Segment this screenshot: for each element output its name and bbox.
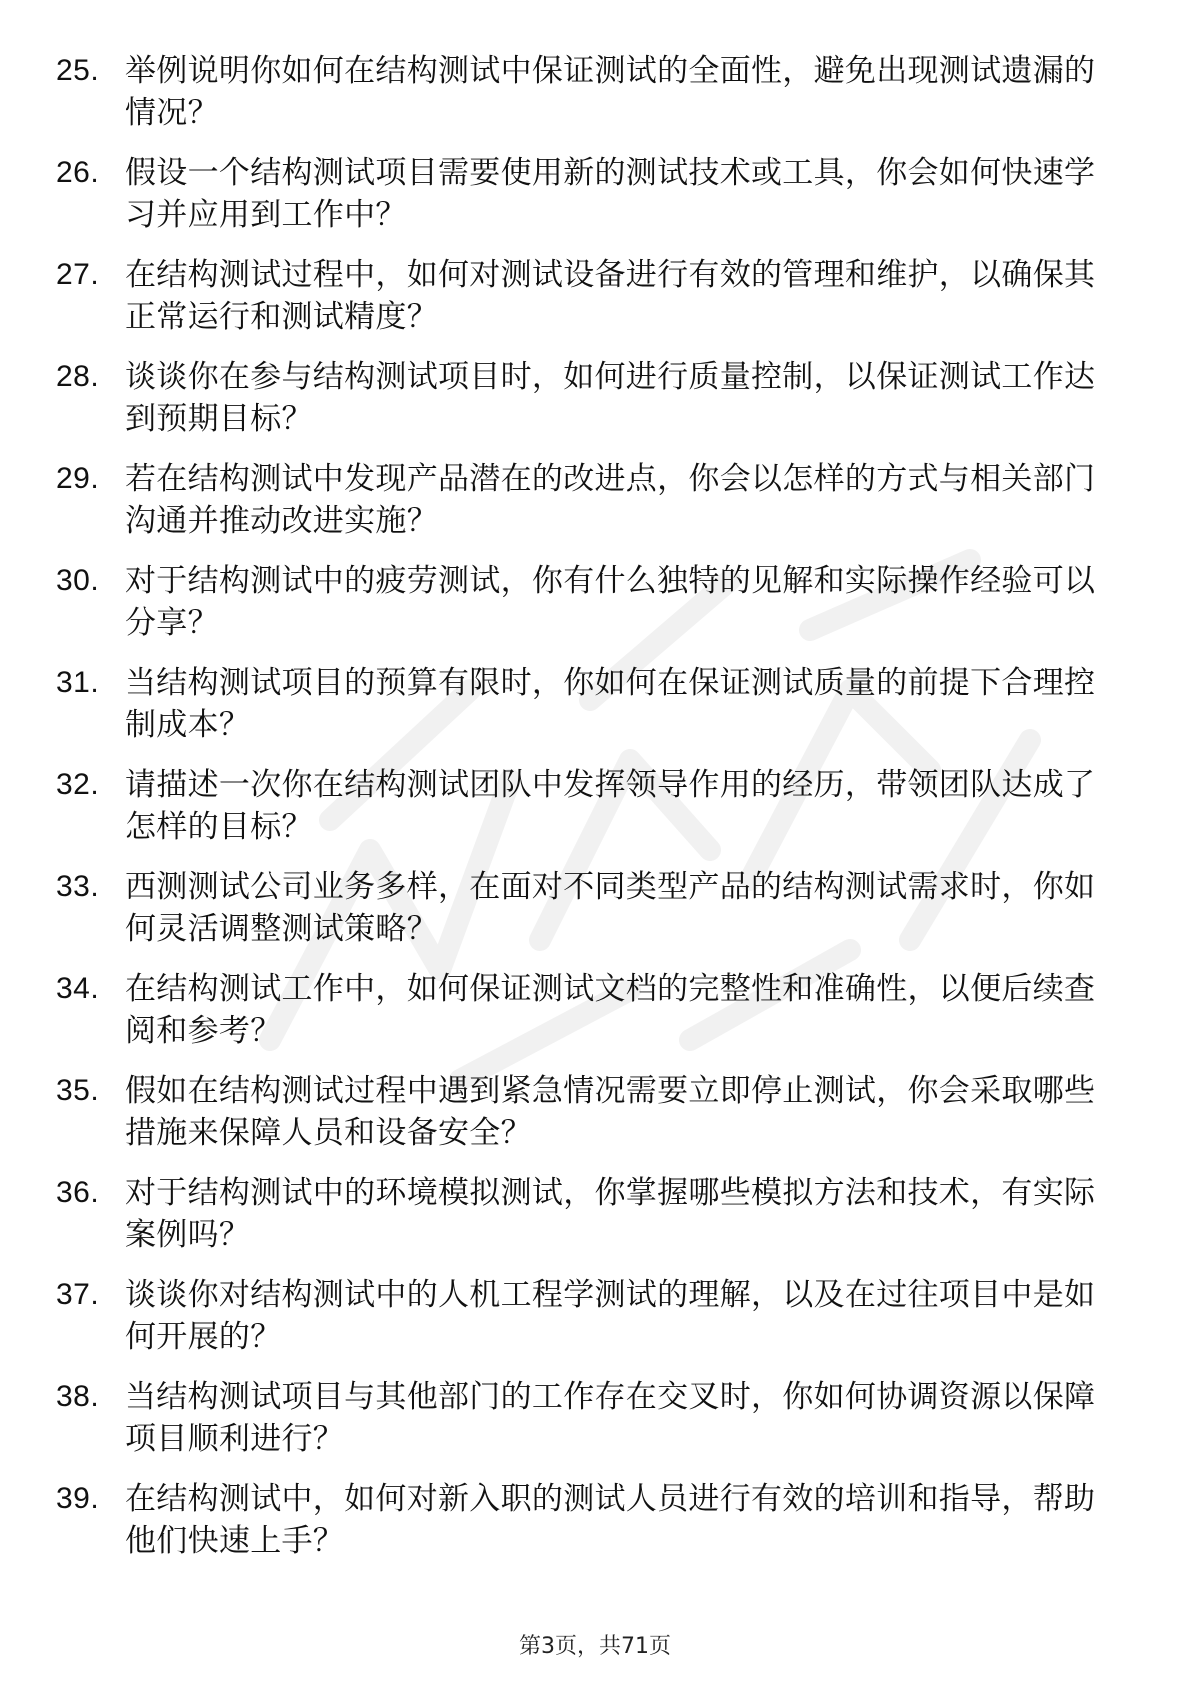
question-text: 谈谈你对结构测试中的人机工程学测试的理解，以及在过往项目中是如何开展的？ <box>125 1277 1096 1355</box>
list-item <box>56 662 1116 764</box>
page-number-label: 第3页，共71页 <box>519 1634 671 1659</box>
list-item <box>56 1376 1116 1478</box>
question-text: 在结构测试过程中，如何对测试设备进行有效的管理和维护，以确保其正常运行和测试精度？ <box>125 257 1096 335</box>
question-number: 27. <box>56 258 100 291</box>
list-item <box>56 1478 1116 1580</box>
list-item <box>56 968 1116 1070</box>
question-text: 西测测试公司业务多样，在面对不同类型产品的结构测试需求时，你如何灵活调整测试策略？ <box>125 869 1096 947</box>
list-item <box>56 458 1116 560</box>
list-item <box>56 152 1116 254</box>
question-number: 31. <box>56 666 100 699</box>
question-text: 在结构测试中，如何对新入职的测试人员进行有效的培训和指导，帮助他们快速上手？ <box>125 1481 1096 1559</box>
list-item <box>56 866 1116 968</box>
question-text: 假如在结构测试过程中遇到紧急情况需要立即停止测试，你会采取哪些措施来保障人员和设备安全？ <box>125 1073 1096 1151</box>
question-text: 请描述一次你在结构测试团队中发挥领导作用的经历，带领团队达成了怎样的目标？ <box>125 767 1096 845</box>
question-number: 26. <box>56 156 100 189</box>
question-number: 28. <box>56 360 100 393</box>
question-text: 对于结构测试中的疲劳测试，你有什么独特的见解和实际操作经验可以分享？ <box>125 563 1096 641</box>
list-item <box>56 1070 1116 1172</box>
question-number: 29. <box>56 462 100 495</box>
question-number: 32. <box>56 768 100 801</box>
list-item <box>56 764 1116 866</box>
question-number: 35. <box>56 1074 100 1107</box>
question-number: 38. <box>56 1380 100 1413</box>
list-item <box>56 1172 1116 1274</box>
question-list <box>56 50 1116 1580</box>
list-item <box>56 1274 1116 1376</box>
list-item <box>56 254 1116 356</box>
question-text: 在结构测试工作中，如何保证测试文档的完整性和准确性，以便后续查阅和参考？ <box>125 971 1096 1049</box>
question-text: 若在结构测试中发现产品潜在的改进点，你会以怎样的方式与相关部门沟通并推动改进实施？ <box>125 461 1096 539</box>
list-item <box>56 50 1116 152</box>
question-text: 当结构测试项目的预算有限时，你如何在保证测试质量的前提下合理控制成本？ <box>125 665 1096 743</box>
question-number: 34. <box>56 972 100 1005</box>
question-number: 39. <box>56 1482 100 1515</box>
question-text: 当结构测试项目与其他部门的工作存在交叉时，你如何协调资源以保障项目顺利进行？ <box>125 1379 1096 1457</box>
list-item <box>56 560 1116 662</box>
question-number: 36. <box>56 1176 100 1209</box>
question-text: 谈谈你在参与结构测试项目时，如何进行质量控制，以保证测试工作达到预期目标？ <box>125 359 1096 437</box>
question-text: 假设一个结构测试项目需要使用新的测试技术或工具，你会如何快速学习并应用到工作中？ <box>125 155 1096 233</box>
question-number: 25. <box>56 54 100 87</box>
question-number: 30. <box>56 564 100 597</box>
question-text: 举例说明你如何在结构测试中保证测试的全面性，避免出现测试遗漏的情况？ <box>125 53 1096 131</box>
question-text: 对于结构测试中的环境模拟测试，你掌握哪些模拟方法和技术，有实际案例吗？ <box>125 1175 1096 1253</box>
page-footer <box>0 1632 1190 1662</box>
list-item <box>56 356 1116 458</box>
question-number: 37. <box>56 1278 100 1311</box>
question-number: 33. <box>56 870 100 903</box>
